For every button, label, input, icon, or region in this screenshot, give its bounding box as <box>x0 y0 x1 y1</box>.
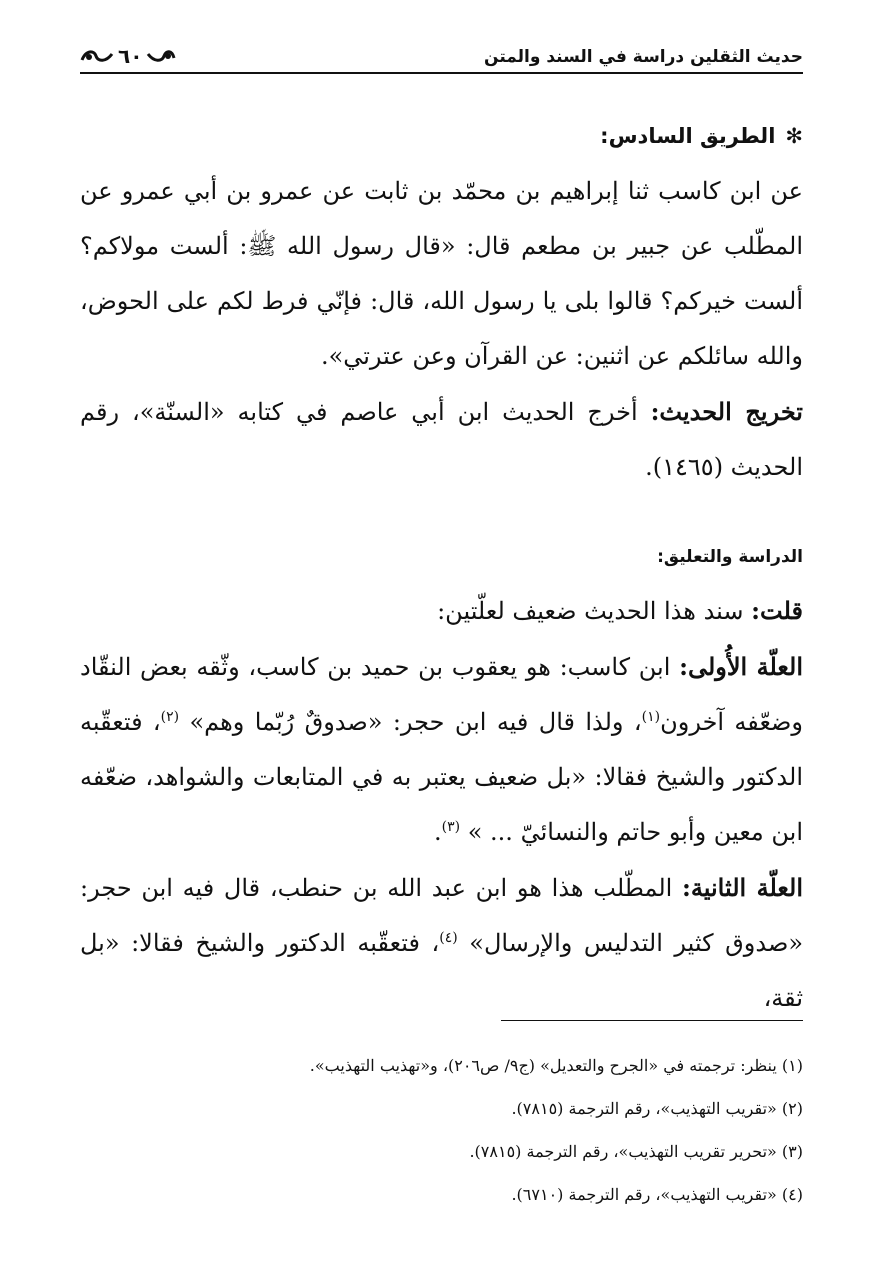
qult-label: قلت: <box>751 596 803 625</box>
running-header <box>80 40 803 74</box>
footnote-ref-4[interactable]: (٤) <box>439 930 458 946</box>
main-body <box>80 114 803 1026</box>
ornament-left-icon <box>80 48 114 64</box>
star-marker-icon: ✻ <box>785 124 803 148</box>
illa2-paragraph <box>80 860 803 1026</box>
qult-paragraph <box>80 583 803 639</box>
illa1-text-a: ابن كاسب: هو يعقوب بن حميد بن كاسب، وثّقه بعض النقّاد وضعّفه آخرون <box>80 653 803 736</box>
footnote-ref-1[interactable]: (١) <box>641 709 661 725</box>
footnote-2: (٢) «تقريب التهذيب»، رقم الترجمة (٧٨١٥). <box>511 1099 803 1118</box>
footnote-ref-3[interactable]: (٣) <box>441 819 461 835</box>
footnote-1: (١) ينظر: ترجمته في «الجرح والتعديل» (ج٩/ ص٢٠٦)، و«تهذيب التهذيب». <box>309 1056 803 1075</box>
illa2-text-b: ، فتعقّبه الدكتور والشيخ فقالا: «بل ثقة، <box>80 929 803 1012</box>
illa1-label: العلّة الأُولى: <box>679 652 803 681</box>
footnote-3: (٣) «تحرير تقريب التهذيب»، رقم الترجمة (٧٨١٥). <box>469 1142 803 1161</box>
illa1-text-d: . <box>434 818 442 846</box>
qult-text: سند هذا الحديث ضعيف لعلّتين: <box>437 597 752 625</box>
hadith-text: عن ابن كاسب ثنا إبراهيم بن محمّد بن ثابت عن عمرو بن أبي عمرو عن المطّلب عن جبير بن مطعم قال: «قال رسول الله ﷺ: ألست مولاكم؟ ألست خيركم؟ قالوا بلى يا رسول الله، قال: فإنّي فرط لكم على الحوض، والله سائلكم عن اثنين: عن القرآن وعن عترتي». <box>80 177 804 370</box>
illa1-paragraph <box>80 639 803 860</box>
footnote-divider <box>501 1020 803 1021</box>
illa2-text-a: المطّلب هذا هو ابن عبد الله بن حنطب، قال فيه ابن حجر: «صدوق كثير التدليس والإرسال» <box>80 874 804 957</box>
footnote-4: (٤) «تقريب التهذيب»، رقم الترجمة (٦٧١٠). <box>511 1185 803 1204</box>
ornament-right-icon <box>146 48 176 64</box>
section-heading-text: الطريق السادس: <box>600 124 776 148</box>
takhrij-label: تخريج الحديث: <box>650 397 803 426</box>
takhrij-paragraph <box>80 384 803 495</box>
footnotes <box>80 1044 803 1216</box>
page-number: ٦٠ <box>118 44 143 68</box>
section-heading <box>80 114 803 158</box>
footnote-ref-2[interactable]: (٢) <box>160 709 180 725</box>
illa1-text-c: ، فتعقّبه الدكتور والشيخ فقالا: «بل ضعيف يعتبر به في المتابعات والشواهد، ضعّفه ابن معين وأبو حاتم والنسائيّ ... » <box>80 708 803 846</box>
illa1-text-b: ، ولذا قال فيه ابن حجر: «صدوقٌ رُبّما وهم» <box>179 708 642 736</box>
takhrij-text: أخرج الحديث ابن أبي عاصم في كتابه «السنّة»، رقم الحديث (١٤٦٥). <box>80 398 803 481</box>
page-number-ornament <box>80 44 176 72</box>
header-title: حديث الثقلين دراسة في السند والمتن <box>484 47 803 67</box>
study-heading: الدراسة والتعليق: <box>657 547 803 567</box>
illa2-label: العلّة الثانية: <box>682 873 803 902</box>
